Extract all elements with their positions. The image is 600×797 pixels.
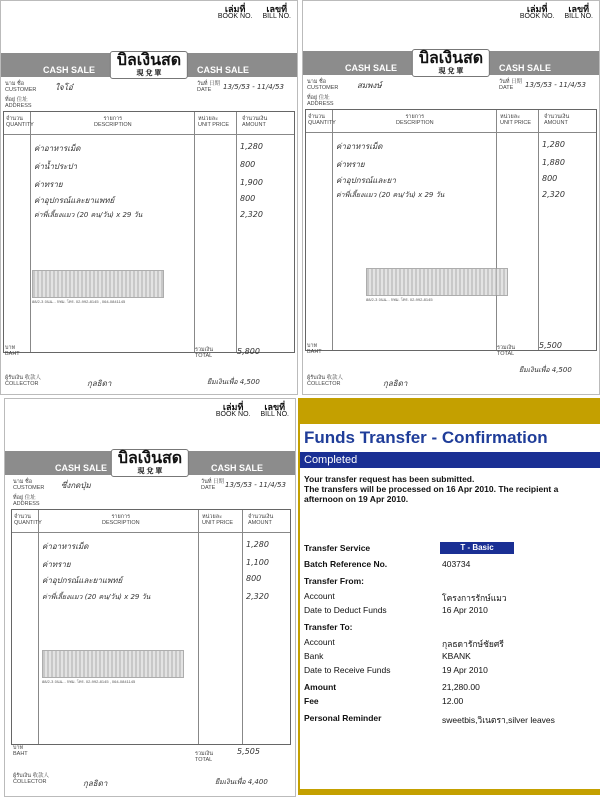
item-description: ค่าอุปกรณ์และยาแพทย์ — [42, 576, 123, 585]
cash-sale-left: CASH SALE — [345, 63, 398, 73]
item-table — [305, 109, 597, 351]
header-bar — [5, 451, 295, 475]
item-table — [11, 509, 291, 745]
transfer-to-label: Transfer To: — [304, 622, 353, 632]
collector-signature: กุลธิดา — [87, 379, 112, 388]
shop-stamp — [42, 650, 184, 678]
item-description: ค่าพี่เลี้ยงแมว (20 คน/วัน) x 29 วัน — [34, 211, 143, 219]
item-description: ค่าทราย — [42, 560, 71, 569]
book-no-en: BOOK NO. — [217, 13, 253, 20]
amount-label: Amount — [304, 682, 337, 692]
customer-label: นาม ชื่อ CUSTOMER — [307, 79, 339, 91]
baht-label: บาท BAHT — [5, 345, 20, 357]
message-line: Your transfer request has been submitted. — [304, 474, 475, 484]
item-description: ค่าทราย — [34, 180, 63, 189]
stamp-address: 88/2-3 ถนน... กทม. โทร. 02-992-8145 , 064-0841145 — [32, 299, 126, 304]
receipt-1 — [0, 0, 298, 395]
to-account-value: กุลธดารักษ์ชัยศรี — [442, 639, 504, 649]
total-value: 5,505 — [237, 747, 260, 756]
date-label: วันที่ 日期 DATE — [499, 79, 523, 91]
note: ยืมเงินเพื่อ 4,400 — [215, 778, 268, 786]
address-label: ที่อยู่ 住址 ADDRESS — [5, 97, 32, 109]
bill-no-en: BILL NO. — [564, 13, 593, 20]
cash-sale-right: CASH SALE — [499, 63, 552, 73]
receipt-title: บิลเงินสด 現 兌 單 — [412, 49, 490, 77]
batch-label: Batch Reference No. — [304, 559, 388, 569]
item-amount: 800 — [246, 574, 262, 583]
description-header: รายการ DESCRIPTION — [102, 514, 140, 526]
book-no-en: BOOK NO. — [215, 411, 251, 418]
description-header: รายการ DESCRIPTION — [396, 114, 434, 126]
note: ยืมเงินเพื่อ 4,500 — [519, 366, 572, 374]
baht-label: บาท BAHT — [13, 745, 28, 757]
confirmation-panel — [300, 424, 600, 789]
baht-label: บาท BAHT — [307, 343, 322, 355]
note: ยืมเงินเพื่อ 4,500 — [207, 378, 260, 386]
collector-label: ผู้รับเงิน 收款人 COLLECTOR — [5, 375, 42, 387]
total-label: รวมเงิน TOTAL — [497, 345, 515, 357]
amount-header: จำนวนเงิน AMOUNT — [242, 116, 268, 128]
receipt-title: บิลเงินสด 現 兌 單 — [110, 51, 188, 79]
address-label: ที่อยู่ 住址 ADDRESS — [307, 95, 334, 107]
quantity-header: จำนวน QUANTITY — [14, 514, 42, 526]
item-description: ค่าน้ำประปา — [34, 162, 78, 171]
message-line: afternoon on 19 Apr 2010. — [304, 494, 409, 504]
item-amount: 2,320 — [542, 190, 565, 199]
reminder-value: sweetbis,วิเนตรา,silver leaves — [442, 715, 555, 725]
fee-value: 12.00 — [442, 696, 464, 706]
collector-label: ผู้รับเงิน 收款人 COLLECTOR — [307, 375, 344, 387]
bill-no-th: เลขที่ — [568, 4, 590, 14]
header-bar — [303, 51, 599, 75]
customer-label: นาม ชื่อ CUSTOMER — [13, 479, 45, 491]
item-description: ค่าทราย — [336, 160, 365, 169]
bank-value: KBANK — [442, 651, 471, 661]
amount-header: จำนวนเงิน AMOUNT — [248, 514, 274, 526]
amount-value: 21,280.00 — [442, 682, 480, 692]
date-label: วันที่ 日期 DATE — [201, 479, 225, 491]
item-amount: 1,280 — [246, 540, 269, 549]
status-bar: Completed — [300, 452, 600, 468]
date-value: 13/5/53 - 11/4/53 — [223, 83, 284, 91]
stamp-address: 88/2-3 ถนน... กทม. โทร. 02-992-8145 , 064-0841145 — [42, 679, 136, 684]
customer-value: สมพงษ์ — [357, 81, 382, 90]
total-label: รวมเงิน TOTAL — [195, 347, 213, 359]
item-description: ค่าพี่เลี้ยงแมว (20 คน/วัน) x 29 วัน — [336, 191, 445, 199]
shop-stamp — [366, 268, 508, 296]
from-account-label: Account — [304, 591, 335, 601]
item-description: ค่าอุปกรณ์และยาแพทย์ — [34, 196, 115, 205]
cash-sale-right: CASH SALE — [211, 463, 264, 473]
unit-price-header: หน่วยละ UNIT PRICE — [202, 514, 234, 526]
book-no-th: เล่มที่ — [224, 4, 246, 14]
item-amount: 1,280 — [240, 142, 263, 151]
item-amount: 800 — [240, 194, 256, 203]
item-description: ค่าอาหารเม็ด — [42, 542, 89, 551]
unit-price-header: หน่วยละ UNIT PRICE — [500, 114, 532, 126]
transfer-from-label: Transfer From: — [304, 576, 364, 586]
total-value: 5,500 — [539, 341, 562, 350]
bill-no-th: เลขที่ — [264, 402, 286, 412]
receive-date-label: Date to Receive Funds — [304, 665, 391, 675]
unit-price-header: หน่วยละ UNIT PRICE — [198, 116, 230, 128]
bill-no-th: เลขที่ — [266, 4, 288, 14]
item-amount: 2,320 — [240, 210, 263, 219]
deduct-date-label: Date to Deduct Funds — [304, 605, 387, 615]
transfer-service-label: Transfer Service — [304, 543, 371, 553]
confirmation-title: Funds Transfer - Confirmation — [304, 428, 548, 447]
book-no-th: เล่มที่ — [526, 4, 548, 14]
collector-signature: กุลธิดา — [83, 779, 108, 788]
item-amount: 800 — [240, 160, 256, 169]
batch-value: 403734 — [442, 559, 471, 569]
item-amount: 1,900 — [240, 178, 263, 187]
date-value: 13/5/53 - 11/4/53 — [225, 481, 286, 489]
receipt-title: บิลเงินสด 現 兌 單 — [111, 449, 189, 477]
customer-label: นาม ชื่อ CUSTOMER — [5, 81, 37, 93]
stamp-address: 88/2-3 ถนน... กทม. โทร. 02-992-8145 — [366, 297, 433, 302]
item-description: ค่าอาหารเม็ด — [336, 142, 383, 151]
item-amount: 1,880 — [542, 158, 565, 167]
message-line: The transfers will be processed on 16 Apr 2010. The recipient a — [304, 484, 559, 494]
total-label: รวมเงิน TOTAL — [195, 751, 213, 763]
cash-sale-left: CASH SALE — [43, 65, 96, 75]
quantity-header: จำนวน QUANTITY — [308, 114, 336, 126]
total-value: 5,800 — [237, 347, 260, 356]
item-amount: 800 — [542, 174, 558, 183]
funds-transfer-confirmation — [298, 398, 600, 795]
address-label: ที่อยู่ 住址 ADDRESS — [13, 495, 40, 507]
confirmation-message — [304, 474, 558, 504]
receipt-3 — [4, 398, 296, 797]
book-bill-no — [218, 5, 291, 21]
cash-sale-left: CASH SALE — [55, 463, 108, 473]
customer-value: ซึ่งกดปุ่ม — [61, 481, 91, 490]
shop-stamp — [32, 270, 164, 298]
bill-no-en: BILL NO. — [262, 13, 291, 20]
book-bill-no — [216, 403, 289, 419]
book-bill-no — [520, 5, 593, 21]
description-header: รายการ DESCRIPTION — [94, 116, 132, 128]
book-no-th: เล่มที่ — [222, 402, 244, 412]
header-bar — [1, 53, 297, 77]
item-amount: 1,280 — [542, 140, 565, 149]
to-account-label: Account — [304, 637, 335, 647]
cash-sale-right: CASH SALE — [197, 65, 250, 75]
quantity-header: จำนวน QUANTITY — [6, 116, 34, 128]
item-description: ค่าอาหารเม็ด — [34, 144, 81, 153]
bill-no-en: BILL NO. — [260, 411, 289, 418]
fee-label: Fee — [304, 696, 319, 706]
reminder-label: Personal Reminder — [304, 713, 382, 723]
receipt-2 — [302, 0, 600, 395]
from-account-value: โครงการรักษ์แมว — [442, 593, 507, 603]
receive-date-value: 19 Apr 2010 — [442, 665, 488, 675]
bank-label: Bank — [304, 651, 324, 661]
date-label: วันที่ 日期 DATE — [197, 81, 221, 93]
collector-signature: กุลธิดา — [383, 379, 408, 388]
item-table — [3, 111, 295, 353]
collector-label: ผู้รับเงิน 收款人 COLLECTOR — [13, 773, 50, 785]
deduct-date-value: 16 Apr 2010 — [442, 605, 488, 615]
book-no-en: BOOK NO. — [519, 13, 555, 20]
item-amount: 2,320 — [246, 592, 269, 601]
date-value: 13/5/53 - 11/4/53 — [525, 81, 586, 89]
item-description: ค่าอุปกรณ์และยา — [336, 176, 396, 185]
customer-value: ใจโอ๋ — [55, 83, 73, 92]
transfer-service-badge: T - Basic — [440, 542, 514, 554]
item-amount: 1,100 — [246, 558, 269, 567]
item-description: ค่าพี่เลี้ยงแมว (20 คน/วัน) x 29 วัน — [42, 593, 151, 601]
amount-header: จำนวนเงิน AMOUNT — [544, 114, 570, 126]
